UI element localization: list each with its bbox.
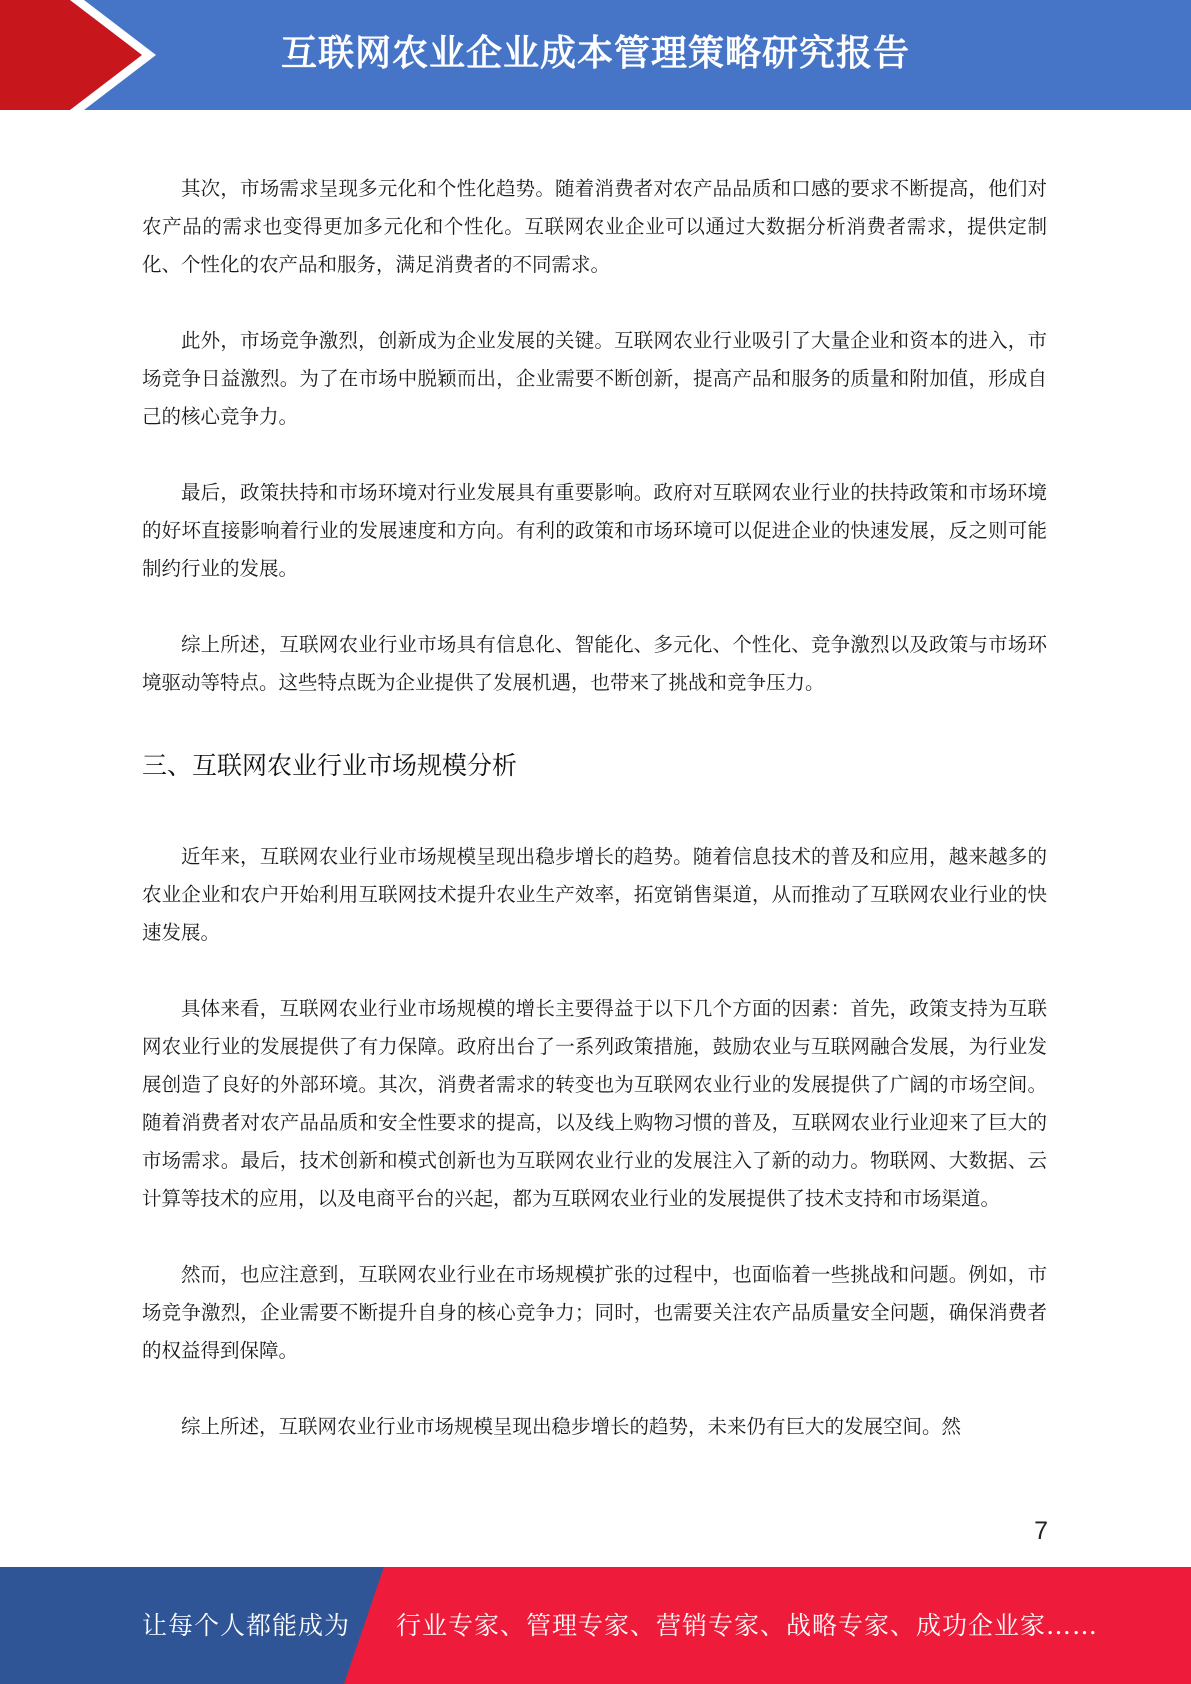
footer-slogan-left: 让每个人都能成为 [142,1611,351,1640]
page-number: 7 [1034,1517,1048,1545]
paragraph: 其次，市场需求呈现多元化和个性化趋势。随着消费者对农产品品质和口感的要求不断提高，他们对农产品的需求也变得更加多元化和个性化。互联网农业企业可以通过大数据分析消费者需求，提供定制化、个性化的农产品和服务，满足消费者的不同需求。 [142,177,1047,276]
page-body [142,170,1047,1484]
footer-banner [0,1567,1191,1684]
paragraph: 此外，市场竞争激烈，创新成为企业发展的关键。互联网农业行业吸引了大量企业和资本的进入，市场竞争日益激烈。为了在市场中脱颖而出，企业需要不断创新，提高产品和服务的质量和附加值，形成自己的核心竞争力。 [142,329,1047,428]
paragraph: 具体来看，互联网农业行业市场规模的增长主要得益于以下几个方面的因素：首先，政策支持为互联网农业行业的发展提供了有力保障。政府出台了一系列政策措施，鼓励农业与互联网融合发展，为行业发展创造了良好的外部环境。其次，消费者需求的转变也为互联网农业行业的发展提供了广阔的市场空间。随着消费者对农产品品质和安全性要求的提高，以及线上购物习惯的普及，互联网农业行业迎来了巨大的市场需求。最后，技术创新和模式创新也为互联网农业行业的发展注入了新的动力。物联网、大数据、云计算等技术的应用，以及电商平台的兴起，都为互联网农业行业的发展提供了技术支持和市场渠道。 [142,997,1047,1210]
document-title: 互联网农业企业成本管理策略研究报告 [280,33,910,74]
section-heading: 三、互联网农业行业市场规模分析 [142,751,518,780]
paragraph: 然而，也应注意到，互联网农业行业在市场规模扩张的过程中，也面临着一些挑战和问题。例如，市场竞争激烈，企业需要不断提升自身的核心竞争力；同时，也需要关注农产品质量安全问题，确保消费者的权益得到保障。 [142,1263,1047,1362]
header-banner [0,0,1191,110]
paragraph: 近年来，互联网农业行业市场规模呈现出稳步增长的趋势。随着信息技术的普及和应用，越来越多的农业企业和农户开始利用互联网技术提升农业生产效率，拓宽销售渠道，从而推动了互联网农业行业的快速发展。 [142,845,1047,944]
paragraph: 最后，政策扶持和市场环境对行业发展具有重要影响。政府对互联网农业行业的扶持政策和市场环境的好坏直接影响着行业的发展速度和方向。有利的政策和市场环境可以促进企业的快速发展，反之则可能制约行业的发展。 [142,481,1047,580]
footer-slogan-right: 行业专家、管理专家、营销专家、战略专家、成功企业家…… [396,1611,1099,1640]
paragraph: 综上所述，互联网农业行业市场规模呈现出稳步增长的趋势，未来仍有巨大的发展空间。然 [181,1415,962,1438]
paragraph: 综上所述，互联网农业行业市场具有信息化、智能化、多元化、个性化、竞争激烈以及政策与市场环境驱动等特点。这些特点既为企业提供了发展机遇，也带来了挑战和竞争压力。 [142,633,1047,694]
